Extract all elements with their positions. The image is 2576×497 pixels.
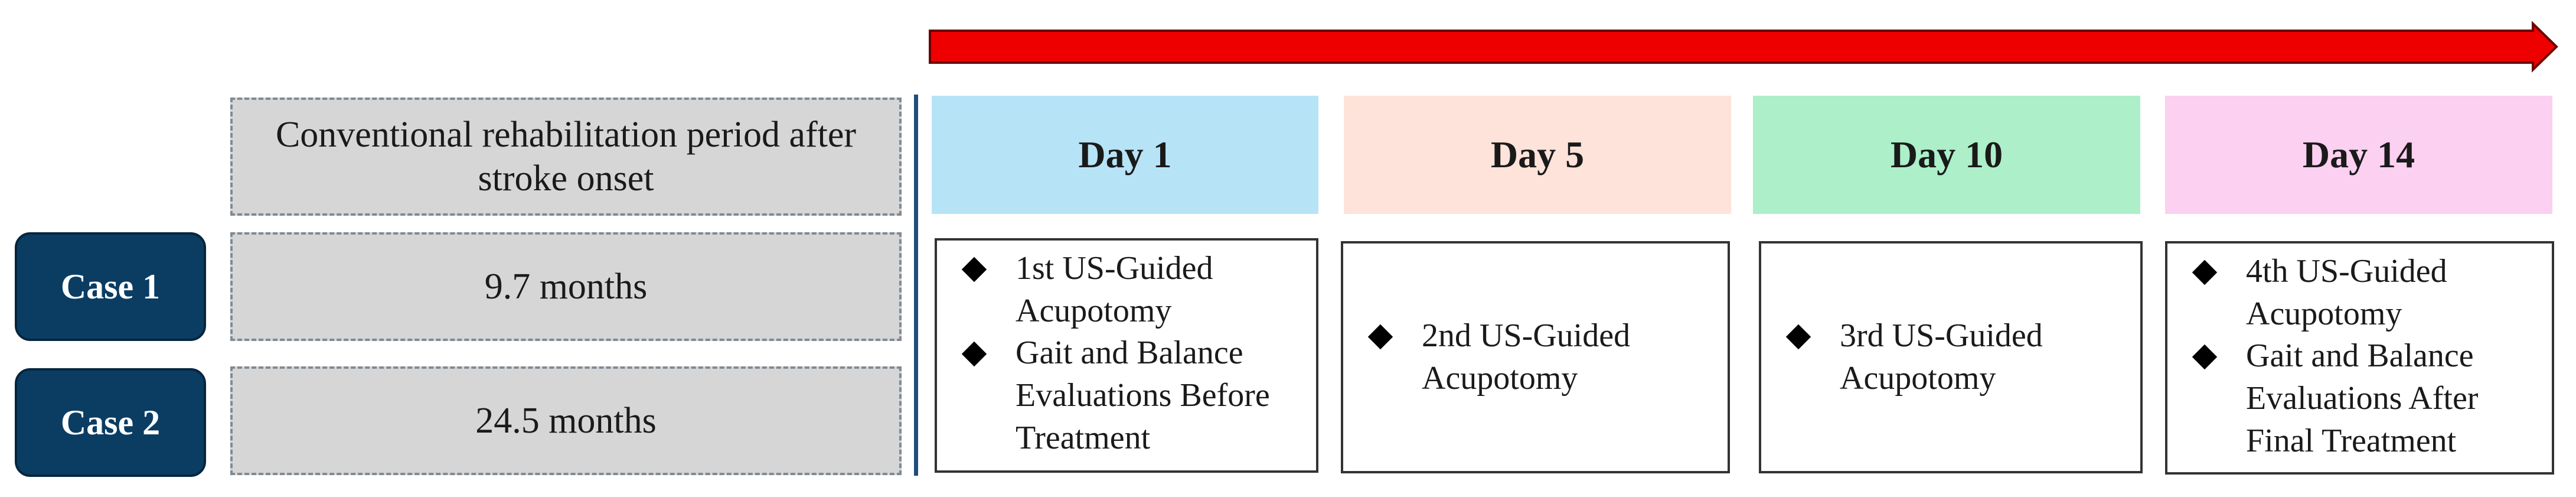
day-14-item-2: Gait and Balance Evaluations After Final Treatment <box>2246 337 2479 459</box>
day-10-item-1: 3rd US-Guided Acupotomy <box>1840 317 2043 397</box>
day-1-item-1: 1st US-Guided Acupotomy <box>1016 250 1213 329</box>
list-item <box>1367 315 1716 399</box>
day-1-item-2: Gait and Balance Evaluations Before Treatment <box>1016 334 1270 456</box>
diamond-bullet-icon <box>1786 324 1811 349</box>
diamond-bullet-icon <box>1368 324 1393 349</box>
day-1-details <box>935 238 1318 473</box>
case-1-label <box>15 232 206 341</box>
timeline-divider <box>914 95 918 476</box>
day-10-header <box>1753 96 2140 214</box>
diamond-bullet-icon <box>962 342 987 366</box>
period-header-label: Conventional rehabilitation period after stroke onset <box>275 114 857 199</box>
day-1-header <box>932 96 1318 214</box>
day-5-label: Day 5 <box>1490 134 1585 176</box>
case-2-period <box>230 366 902 475</box>
day-5-header <box>1344 96 1731 214</box>
day-10-details <box>1759 241 2143 473</box>
list-item <box>2191 335 2540 462</box>
day-14-header <box>2165 96 2552 214</box>
case-1-period <box>230 232 902 341</box>
case-2-label <box>15 368 206 477</box>
list-item <box>961 248 1304 332</box>
day-1-label: Day 1 <box>1078 134 1172 176</box>
period-header <box>230 98 902 216</box>
list-item <box>2191 251 2540 335</box>
day-14-label: Day 14 <box>2302 134 2415 176</box>
case-1-label-text: Case 1 <box>60 267 161 306</box>
list-item <box>1785 315 2128 399</box>
diamond-bullet-icon <box>2192 260 2217 285</box>
case-1-period-value: 9.7 months <box>484 266 648 307</box>
day-10-label: Day 10 <box>1890 134 2003 176</box>
diamond-bullet-icon <box>2192 345 2217 369</box>
day-14-details <box>2165 241 2554 475</box>
day-14-item-1: 4th US-Guided Acupotomy <box>2246 253 2447 332</box>
case-2-period-value: 24.5 months <box>475 400 657 441</box>
day-5-details <box>1341 241 1730 473</box>
diamond-bullet-icon <box>962 257 987 282</box>
case-2-label-text: Case 2 <box>60 402 161 442</box>
list-item <box>961 332 1304 459</box>
day-5-item-1: 2nd US-Guided Acupotomy <box>1422 317 1631 397</box>
